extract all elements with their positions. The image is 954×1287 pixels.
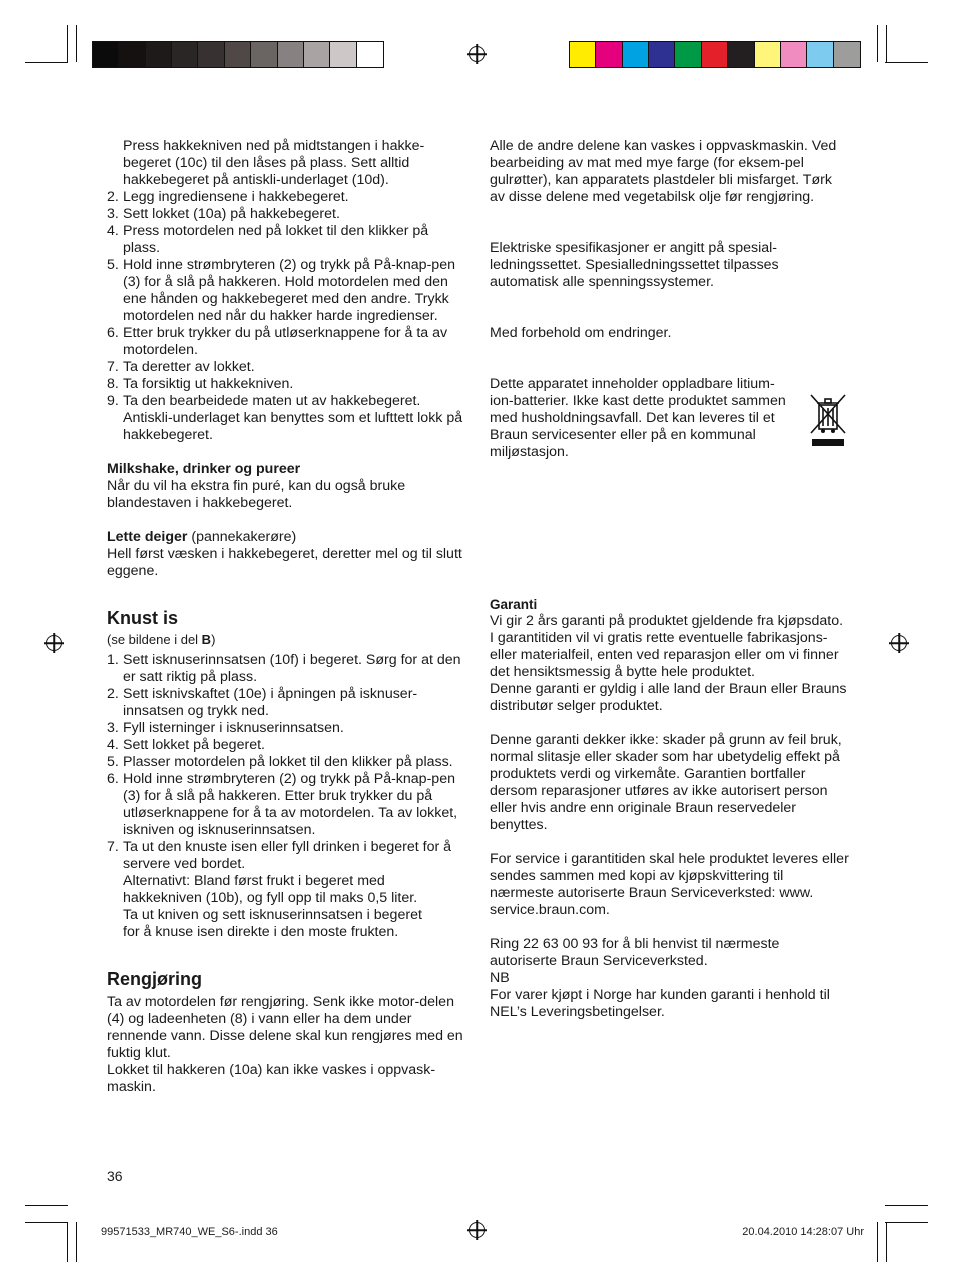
crop-mark [886,1222,887,1262]
list-item-text: Hold inne strømbryteren (2) og trykk på På-knap-pen (3) for å slå på hakkeren. Etter bruk trykker du på utløserknappene for å ta av motordelen. Ta av lokket, iskniven og isknuserinnsatsen. [123,771,458,838]
chopper-steps-list [107,189,465,444]
color-swatch [596,42,622,67]
left-column [107,138,465,1096]
list-item-number: 5. [107,257,119,273]
crop-mark [877,25,878,62]
grey-swatch [330,42,356,67]
list-item [107,393,465,444]
color-swatch [675,42,701,67]
crop-mark [877,1222,878,1262]
list-item-text: Fyll isterninger i isknuserinnsatsen. [123,720,344,736]
print-timestamp: 20.04.2010 14:28:07 Uhr [742,1226,864,1238]
list-item-number: 3. [107,720,119,736]
warranty-p2: I garantitiden vil vi gratis rette eventuelle fabrikasjons- eller materialfeil, enten ved reparasjon eller om vi finner det hensiktsmessig å bytte hele produktet. [490,630,839,680]
section-heading-rengjoring: Rengjøring [107,969,202,989]
dough-title-line [107,529,465,546]
warranty-title: Garanti [490,597,538,612]
section-heading-knust-is: Knust is [107,608,179,628]
list-item-number: 4. [107,223,119,239]
warranty-section [490,596,850,1021]
list-item-number: 2. [107,686,119,702]
list-item-number: 6. [107,771,119,787]
crop-mark [885,62,928,63]
list-item-number: 3. [107,206,119,222]
list-item [107,223,465,257]
registration-mark-icon [891,635,907,651]
milkshake-title: Milkshake, drinker og pureer [107,461,301,477]
list-item [107,686,465,720]
list-item-number: 4. [107,737,119,753]
list-item-number: 8. [107,376,119,392]
list-item-text: Plasser motordelen på lokket til den klikker på plass. [123,754,453,770]
list-item-number: 7. [107,359,119,375]
grey-swatch [304,42,330,67]
page-number: 36 [107,1168,123,1184]
right-column [490,138,850,461]
cleaning-text: Ta av motordelen før rengjøring. Senk ikke motor-delen (4) og ladeenheten (8) i vann eller ha dem under rennende vann. Disse delene skal kun rengjøres med en fuktig klut. [107,994,463,1061]
list-item-text: Sett lokket på begeret. [123,737,265,753]
warranty-p5: For service i garantitiden skal hele produktet leveres eller sendes sammen med kopi av kjøpskvittering til nærmeste autoriserte Braun Serviceverksted: www. service.braun.com. [490,851,849,918]
list-item-text: Sett isknuserinnsatsen (10f) i begeret. Sørg for at den er satt riktig på plass. [123,652,461,685]
registration-mark-icon [469,1222,485,1238]
color-swatch [649,42,675,67]
list-item [107,376,465,393]
ice-reference: (se bildene i del B) [107,632,216,647]
warranty-p1: Vi gir 2 års garanti på produktet gjeldende fra kjøpsdato. [490,613,844,629]
grey-swatch [93,42,119,67]
list-item [107,359,465,376]
list-item [107,652,465,686]
warranty-p6: Ring 22 63 00 93 for å bli henvist til nærmeste autoriserte Braun Serviceverksted. [490,936,780,969]
grey-swatch [146,42,172,67]
crop-mark [67,25,68,62]
list-item [107,771,465,839]
crop-mark [886,25,887,62]
battery-text: Dette apparatet inneholder oppladbare litium-ion-batterier. Ikke kast dette produktet sammen med husholdningsavfall. Det kan leveres til et Braun servicesenter eller på en kommunal miljøstasjon. [490,376,786,460]
crop-mark [25,1205,68,1206]
list-item-number: 6. [107,325,119,341]
warranty-p4: Denne garanti dekker ikke: skader på grunn av feil bruk, normal slitasje eller skader som har ubetydelig effekt på produktets verdi og virkemåte. Garantien bortfaller dersom reparasjoner utføres av ikke autorisert person eller hvis andre enn originale Braun reservedeler benyttes. [490,732,842,833]
crop-mark [885,1205,928,1206]
list-item-text: Press motordelen ned på lokket til den klikker på plass. [123,223,429,256]
dishwasher-text: Alle de andre delene kan vaskes i oppvaskmaskin. Ved bearbeiding av mat med mye farge (for eksem-pel gulrøtter), kan apparatets plastdeler bli misfarget. Tørk av disse delene med vegetabilsk olje før rengjøring. [490,138,837,205]
color-swatch [728,42,754,67]
dough-title: Lette deiger [107,529,188,545]
list-item-text: Etter bruk trykker du på utløserknappene for å ta av motordelen. [123,325,448,358]
list-item-text: Ta deretter av lokket. [123,359,255,375]
grey-swatch [251,42,277,67]
grey-color-bar [92,41,384,68]
cleaning-text-2: Lokket til hakkeren (10a) kan ikke vaskes i oppvask-maskin. [107,1062,436,1095]
color-swatch [570,42,596,67]
list-item [107,257,465,325]
electrical-text: Elektriske spesifikasjoner er angitt på spesial-ledningssettet. Spesialledningssettet tilpasses automatisk alle spenningssystemer. [490,240,779,290]
chopper-intro: Press hakkekniven ned på midtstangen i hakke- begeret (10c) til den låses på plass. Sett alltid hakkebegeret på antiskli-underlaget (10d). [123,138,425,188]
list-item [107,839,465,873]
list-item-text: Hold inne strømbryteren (2) og trykk på På-knap-pen (3) for å slå på hakkeren. Hold motordelen med den ene hånden og hakkebegeret med den andre. Trykk motordelen ned når du hakker harde ingredienser. [123,257,455,324]
dough-subtitle: (pannekakerøre) [187,529,297,545]
list-item-text: Sett lokket (10a) på hakkebegeret. [123,206,340,222]
crop-mark [76,25,77,62]
dough-text: Hell først væsken i hakkebegeret, deretter mel og til slutt eggene. [107,546,462,579]
color-swatch [755,42,781,67]
list-item [107,754,465,771]
warranty-p7: For varer kjøpt i Norge har kunden garanti i henhold til NEL’s Leveringsbetingelser. [490,987,830,1020]
grey-swatch [278,42,304,67]
weee-crossed-bin-icon [809,393,847,447]
crop-mark [76,1222,77,1262]
list-item-text: Ta ut den knuste isen eller fyll drinken i begeret for å servere ved bordet. [123,839,452,872]
process-color-bar [569,41,861,68]
crop-mark [67,1222,68,1262]
list-item [107,189,465,206]
list-item-text: Ta den bearbeidede maten ut av hakkebegeret. Antiskli-underlaget kan benyttes som et lufttett lokk på hakkebegeret. [123,393,463,443]
grey-swatch [198,42,224,67]
crop-mark [25,62,68,63]
list-item [107,720,465,737]
milkshake-text: Når du vil ha ekstra fin puré, kan du også bruke blandestaven i hakkebegeret. [107,478,406,511]
grey-swatch [225,42,251,67]
list-item [107,325,465,359]
color-swatch [834,42,860,67]
registration-mark-icon [46,635,62,651]
list-item [107,206,465,223]
color-swatch [807,42,833,67]
color-swatch [781,42,807,67]
list-item-number: 9. [107,393,119,409]
list-item-text: Sett isknivskaftet (10e) i åpningen på isknuser-innsatsen og trykk ned. [123,686,418,719]
list-item-number: 5. [107,754,119,770]
list-item-text: Legg ingrediensene i hakkebegeret. [123,189,349,205]
grey-swatch [119,42,145,67]
crop-mark [885,1222,928,1223]
warranty-p3: Denne garanti er gyldig i alle land der Braun eller Brauns distributør selger produktet. [490,681,847,714]
list-item-number: 2. [107,189,119,205]
crop-mark [25,1222,68,1223]
color-swatch [702,42,728,67]
registration-mark-icon [469,46,485,62]
file-name: 99571533_MR740_WE_S6-.indd 36 [101,1226,278,1238]
warranty-nb: NB [490,970,510,986]
ice-alternative: Alternativt: Bland først frukt i begeret med hakkekniven (10b), og fyll opp til maks 0,5 liter. Ta ut kniven og sett isknuserinnsatsen i begeret for å knuse isen direkte i den moste frukten. [123,873,422,940]
ice-steps-list [107,652,465,873]
list-item-number: 7. [107,839,119,855]
list-item-number: 1. [107,652,119,668]
grey-swatch [357,42,383,67]
reservation-text: Med forbehold om endringer. [490,325,672,341]
grey-swatch [172,42,198,67]
list-item [107,737,465,754]
list-item-text: Ta forsiktig ut hakkekniven. [123,376,294,392]
color-swatch [623,42,649,67]
